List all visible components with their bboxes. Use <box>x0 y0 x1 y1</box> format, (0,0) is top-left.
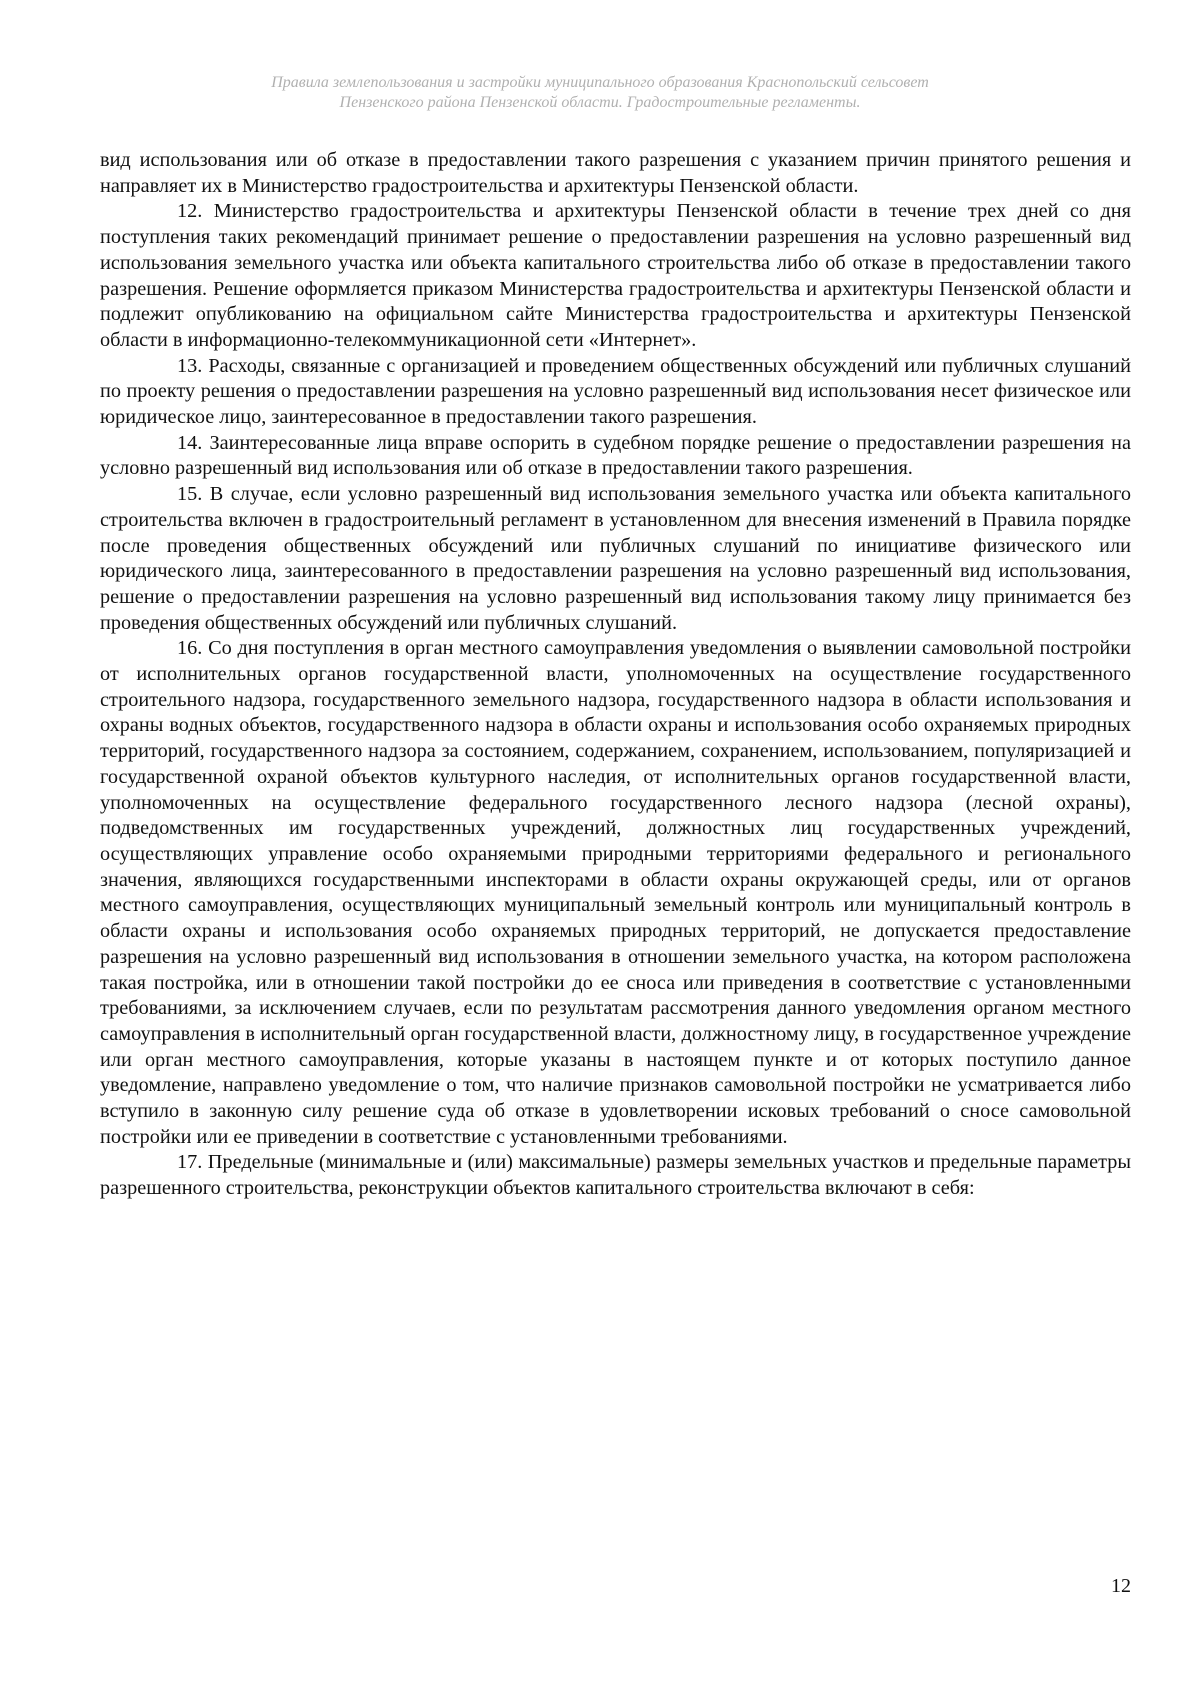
paragraph-12: 12. Министерство градостроительства и архитектуры Пензенской области в течение трех дней со дня поступления таких рекомендаций принимает решение о предоставлении разрешения на условно разрешенный вид использования земельного участка или объекта капитального строительства либо об отказе в предоставлении такого разрешения. Решение оформляется приказом Министерства градостроительства и архитектуры Пензенской области и подлежит опубликованию на официальном сайте Министерства градостроительства и архитектуры Пензенской области в информационно-телекоммуникационной сети «Интернет». <box>100 200 1131 351</box>
paragraph-15: 15. В случае, если условно разрешенный вид использования земельного участка или объекта капитального строительства включен в градостроительный регламент в установленном для внесения изменений в Правила порядке после проведения общественных обсуждений или публичных слушаний по инициативе физического или юридического лица, заинтересованного в предоставлении разрешения на условно разрешенный вид использования, решение о предоставлении разрешения на условно разрешенный вид использования такому лицу принимается без проведения общественных обсуждений или публичных слушаний. <box>100 483 1131 634</box>
paragraph-16: 16. Со дня поступления в орган местного самоуправления уведомления о выявлении самовольной постройки от исполнительных органов государственной власти, уполномоченных на осуществление государственного строительного надзора, государственного земельного надзора, государственного надзора в области использования и охраны водных объектов, государственного надзора в области охраны и использования особо охраняемых природных территорий, государственного надзора за состоянием, содержанием, сохранением, использованием, популяризацией и государственной охраной объектов культурного наследия, от исполнительных органов государственной власти, уполномоченных на осуществление федерального государственного лесного надзора (лесной охраны), подведомственных им государственных учреждений, должностных лиц государственных учреждений, осуществляющих управление особо охраняемыми природными территориями федерального и регионального значения, являющихся государственными инспекторами в области охраны окружающей среды, или от органов местного самоуправления, осуществляющих муниципальный земельный контроль или муниципальный контроль в области охраны и использования особо охраняемых природных территорий, не допускается предоставление разрешения на условно разрешенный вид использования в отношении земельного участка, на котором расположена такая постройка, или в отношении такой постройки до ее сноса или приведения в соответствие с установленными требованиями, за исключением случаев, если по результатам рассмотрения данного уведомления органом местного самоуправления в исполнительный орган государственной власти, должностному лицу, в государственное учреждение или орган местного самоуправления, которые указаны в настоящем пункте и от которых поступило данное уведомление, направлено уведомление о том, что наличие признаков самовольной постройки не усматривается либо вступило в законную силу решение суда об отказе в удовлетворении исковых требований о сносе самовольной постройки или ее приведении в соответствие с установленными требованиями. <box>100 637 1131 1148</box>
paragraph-13: 13. Расходы, связанные с организацией и проведением общественных обсуждений или публичных слушаний по проекту решения о предоставлении разрешения на условно разрешенный вид использования несет физическое или юридическое лицо, заинтересованное в предоставлении такого разрешения. <box>100 354 1131 429</box>
paragraph-14: 14. Заинтересованные лица вправе оспорить в судебном порядке решение о предоставлении разрешения на условно разрешенный вид использования или об отказе в предоставлении такого разрешения. <box>100 431 1131 480</box>
paragraph-17: 17. Предельные (минимальные и (или) максимальные) размеры земельных участков и предельные параметры разрешенного строительства, реконструкции объектов капитального строительства включают в себя: <box>100 1151 1131 1200</box>
running-header <box>100 73 1100 113</box>
paragraph-continuation: вид использования или об отказе в предоставлении такого разрешения с указанием причин принятого решения и направляет их в Министерство градостроительства и архитектуры Пензенской области. <box>100 149 1131 197</box>
document-body <box>100 148 1131 1202</box>
running-header-line-2: Пензенского района Пензенской области. Градостроительные регламенты. <box>339 94 861 111</box>
page-number: 12 <box>1111 1575 1131 1597</box>
running-header-line-1: Правила землепользования и застройки муниципального образования Краснопольский сельсовет <box>271 74 929 91</box>
